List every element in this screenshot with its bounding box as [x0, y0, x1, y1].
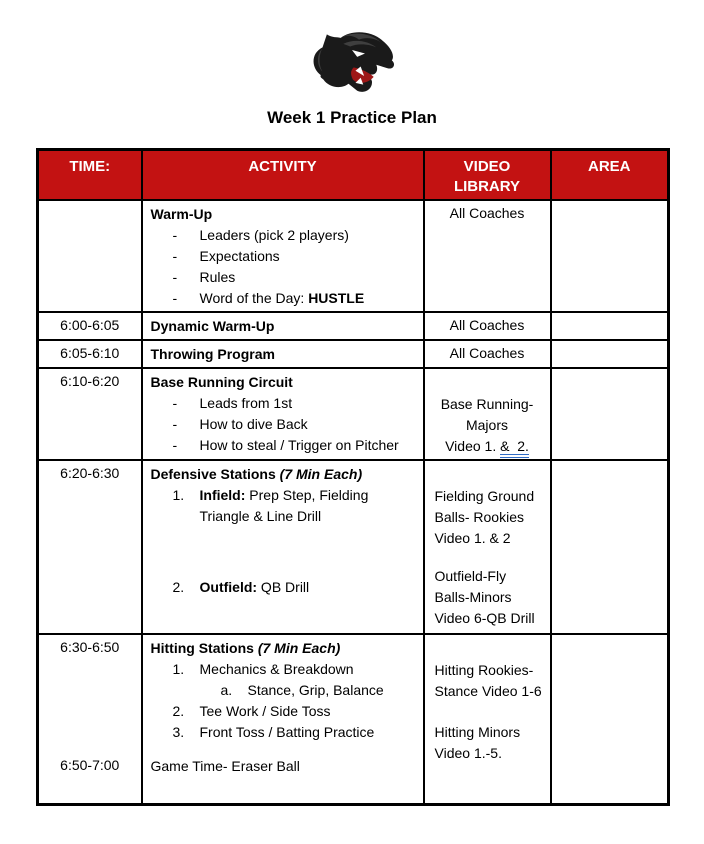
- header-activity: ACTIVITY: [142, 150, 424, 201]
- dash-bullet: -: [172, 395, 178, 411]
- grammar-underlined-text: & 2.: [500, 438, 529, 458]
- area-cell: [551, 340, 669, 368]
- list-item: - How to dive Back: [173, 414, 419, 435]
- numbered-item: 3. Front Toss / Batting Practice: [173, 722, 419, 743]
- activity-heading: Base Running Circuit: [150, 374, 293, 390]
- time-cell: 6:00-6:05: [38, 312, 142, 340]
- activity-heading: Defensive Stations (7 Min Each): [150, 466, 363, 482]
- activity-heading: Warm-Up: [150, 206, 213, 222]
- time-cell: [38, 200, 142, 312]
- activity-heading: Throwing Program: [150, 346, 275, 362]
- video-cell: [424, 634, 551, 804]
- header-time: TIME:: [38, 150, 142, 201]
- item-number: 2.: [172, 703, 185, 719]
- time-cell: 6:05-6:10: [38, 340, 142, 368]
- panther-logo-icon: [300, 26, 404, 100]
- practice-plan-table: [36, 148, 670, 806]
- list-item: - Leaders (pick 2 players): [173, 225, 419, 246]
- time-cell: 6:10-6:20: [38, 368, 142, 460]
- area-cell: [551, 634, 669, 804]
- table-row-throwing-program: [38, 340, 669, 368]
- dash-bullet: -: [172, 437, 178, 453]
- time-cell: 6:20-6:30: [38, 460, 142, 634]
- video-cell: All Coaches: [424, 200, 551, 312]
- header-area: AREA: [551, 150, 669, 201]
- dash-bullet: -: [172, 290, 178, 306]
- table-row-warmup: [38, 200, 669, 312]
- item-number: 1.: [172, 487, 185, 503]
- video-cell: All Coaches: [424, 312, 551, 340]
- item-number: 3.: [172, 724, 185, 740]
- area-cell: [551, 460, 669, 634]
- activity-cell: [142, 634, 424, 804]
- dash-bullet: -: [172, 227, 178, 243]
- header-video-library: VIDEO LIBRARY: [424, 150, 551, 201]
- list-item: - Leads from 1st: [173, 393, 419, 414]
- video-cell: All Coaches: [424, 340, 551, 368]
- list-item: - Word of the Day: HUSTLE: [173, 288, 419, 309]
- item-number: 2.: [172, 579, 185, 595]
- video-block: Hitting Minors Video 1.-5.: [434, 724, 521, 761]
- activity-cell: [142, 312, 424, 340]
- table-row-dynamic-warmup: [38, 312, 669, 340]
- lettered-item: a. Stance, Grip, Balance: [221, 680, 419, 701]
- page-title: Week 1 Practice Plan: [267, 108, 437, 127]
- word-of-day: HUSTLE: [308, 290, 365, 306]
- item-letter: a.: [220, 682, 233, 698]
- list-item: - Expectations: [173, 246, 419, 267]
- numbered-item: 2. Outfield: QB Drill: [173, 577, 419, 598]
- activity-cell: [142, 460, 424, 634]
- dash-bullet: -: [172, 269, 178, 285]
- item-number: 1.: [172, 661, 185, 677]
- area-cell: [551, 200, 669, 312]
- time-cell: 6:30-6:50 6:50-7:00: [38, 634, 142, 804]
- activity-cell: [142, 200, 424, 312]
- activity-cell: [142, 340, 424, 368]
- video-block: Fielding Ground Balls- Rookies Video 1. & 2: [434, 488, 535, 546]
- table-row-hitting-stations: [38, 634, 669, 804]
- video-block: Outfield-Fly Balls-Minors Video 6-QB Drill: [434, 568, 535, 626]
- numbered-item: 1. Mechanics & Breakdown: [173, 659, 419, 680]
- video-block: Hitting Rookies- Stance Video 1-6: [434, 662, 542, 699]
- activity-heading: Dynamic Warm-Up: [150, 318, 275, 334]
- dash-bullet: -: [172, 248, 178, 264]
- table-row-defensive-stations: [38, 460, 669, 634]
- numbered-item: 2. Tee Work / Side Toss: [173, 701, 419, 722]
- table-row-base-running: [38, 368, 669, 460]
- list-item: - Rules: [173, 267, 419, 288]
- dash-bullet: -: [172, 416, 178, 432]
- list-item: - How to steal / Trigger on Pitcher: [173, 435, 419, 456]
- video-cell: [424, 460, 551, 634]
- area-cell: [551, 368, 669, 460]
- time-second: 6:50-7:00: [60, 757, 120, 773]
- header-row: [38, 150, 669, 201]
- area-cell: [551, 312, 669, 340]
- game-time-line: Game Time- Eraser Ball: [150, 758, 300, 774]
- activity-heading: Hitting Stations (7 Min Each): [150, 640, 341, 656]
- numbered-item: 1. Infield: Prep Step, Fielding Triangle & Line Drill: [173, 485, 419, 527]
- activity-cell: [142, 368, 424, 460]
- video-cell: Base Running- Majors Video 1. & 2.: [424, 368, 551, 460]
